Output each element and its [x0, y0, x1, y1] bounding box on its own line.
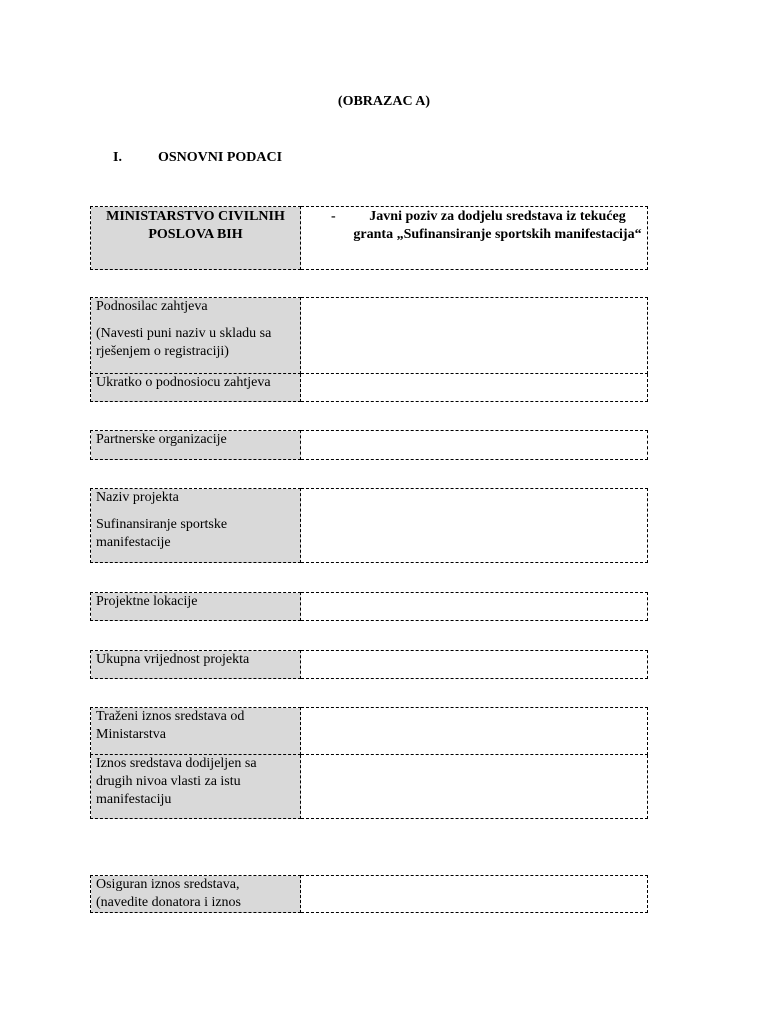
partners-table: [90, 430, 648, 460]
applicant-table: [90, 297, 648, 402]
project-name-label: Naziv projekta: [96, 490, 179, 505]
total-value-label: Ukupna vrijednost projekta: [91, 651, 301, 679]
total-value-value[interactable]: [301, 651, 648, 679]
project-name-value[interactable]: [301, 489, 648, 563]
total-value-table: [90, 650, 648, 679]
locations-table: [90, 592, 648, 621]
section-number: I.: [113, 150, 122, 165]
call-dash: -: [331, 209, 336, 224]
ministry-cell: MINISTARSTVO CIVILNIH POSLOVA BIH: [91, 207, 301, 270]
form-title: (OBRAZAC A): [337, 94, 431, 109]
applicant-value[interactable]: [301, 298, 648, 374]
call-cell: [301, 207, 648, 270]
about-label: Ukratko o podnosiocu zahtjeva: [91, 374, 301, 402]
requested-value[interactable]: [301, 708, 648, 755]
section-title: OSNOVNI PODACI: [158, 150, 283, 165]
project-name-table: [90, 488, 648, 563]
partners-value[interactable]: [301, 431, 648, 460]
secured-table: [90, 875, 648, 913]
partners-label: Partnerske organizacije: [91, 431, 301, 460]
secured-label: Osiguran iznos sredstava, (navedite donatora i iznos: [91, 876, 301, 913]
header-table: [90, 206, 648, 270]
locations-value[interactable]: [301, 593, 648, 621]
call-text: Javni poziv za dodjelu sredstava iz tekućeg granta „Sufinansiranje sportskih manifestacija“: [353, 209, 642, 242]
secured-value[interactable]: [301, 876, 648, 913]
applicant-label: Podnosilac zahtjeva: [96, 299, 208, 314]
funding-table: [90, 707, 648, 819]
locations-label: Projektne lokacije: [91, 593, 301, 621]
applicant-note: (Navesti puni naziv u skladu sa rješenjem o registraciji): [96, 326, 272, 359]
project-name-note: Sufinansiranje sportske manifestacije: [96, 517, 228, 550]
other-levels-value[interactable]: [301, 755, 648, 819]
applicant-label-cell: [91, 298, 301, 374]
section-heading: [113, 150, 282, 166]
project-name-label-cell: [91, 489, 301, 563]
requested-label: Traženi iznos sredstava od Ministarstva: [91, 708, 301, 755]
other-levels-label: Iznos sredstava dodijeljen sa drugih nivoa vlasti za istu manifestaciju: [91, 755, 301, 819]
about-value[interactable]: [301, 374, 648, 402]
